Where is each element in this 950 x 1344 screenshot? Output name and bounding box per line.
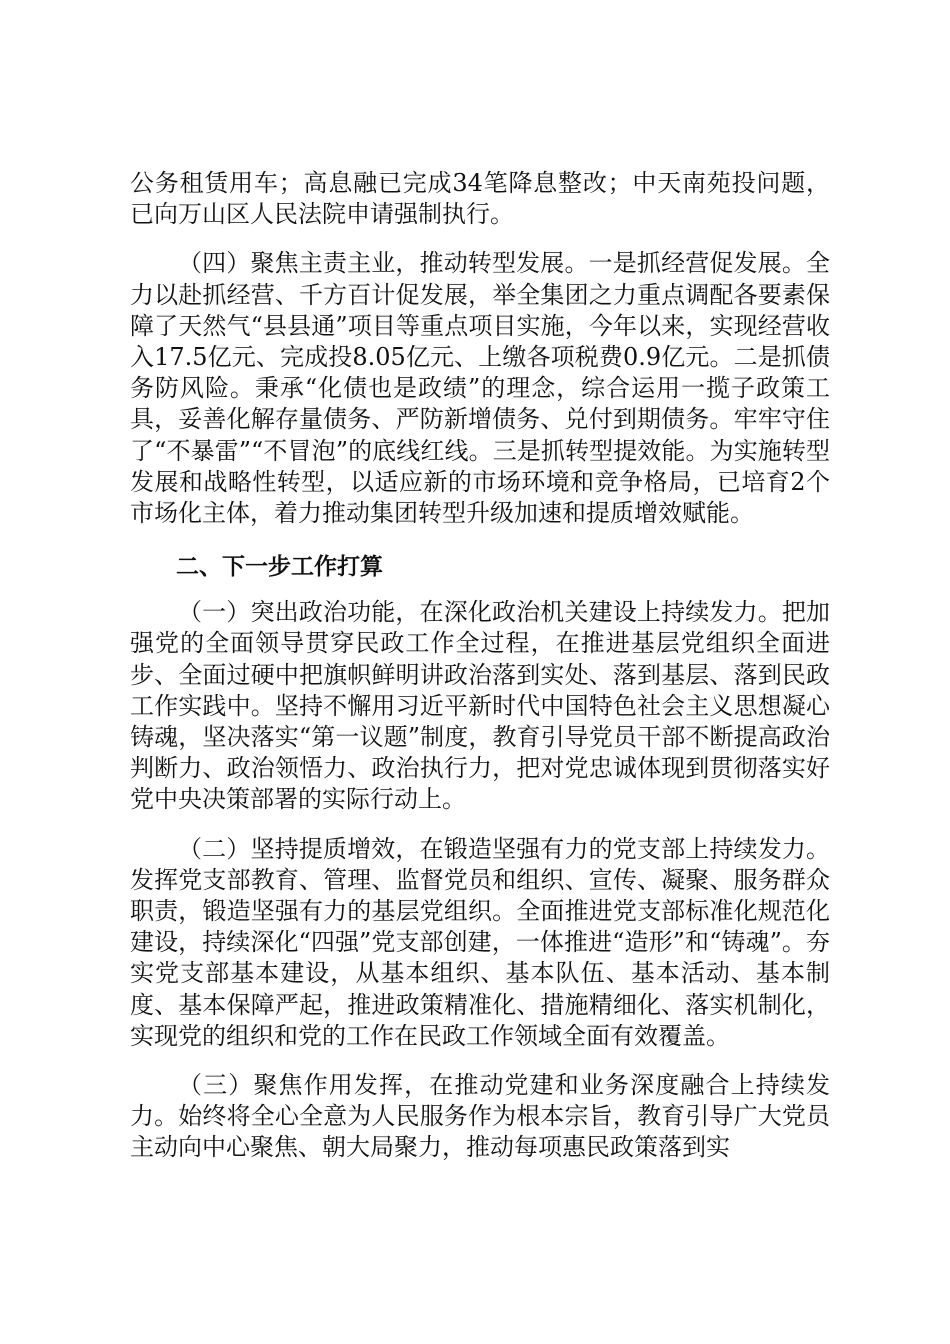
paragraph-item-two: （二）坚持提质增效，在锻造坚强有力的党支部上持续发力。发挥党支部教育、管理、监督党员和组织、宣传、凝聚、服务群众职责，锻造坚强有力的基层党组织。全面推进党支部标准化规范化建设，持续深化“四强”党支部创建，一体推进“造形”和“铸魂”。夯实党支部基本建设，从基本组织、基本队伍、基本活动、基本制度、基本保障严起，推进政策精准化、措施精细化、落实机制化，实现党的组织和党的工作在民政工作领域全面有效覆盖。 [130, 834, 830, 1050]
paragraph-continuation: 公务租赁用车；高息融已完成34笔降息整改；中天南苑投问题，已向万山区人民法院申请强制执行。 [130, 169, 830, 229]
paragraph-item-one: （一）突出政治功能，在深化政治机关建设上持续发力。把加强党的全面领导贯穿民政工作全过程，在推进基层党组织全面进步、全面过硬中把旗帜鲜明讲政治落到实处、落到基层、落到民政工作实践中。坚持不懈用习近平新时代中国特色社会主义思想凝心铸魂，坚决落实“第一议题”制度，教育引导党员干部不断提高政治判断力、政治领悟力、政治执行力，把对党忠诚体现到贯彻落实好党中央决策部署的实际行动上。 [130, 598, 830, 814]
section-heading-next-steps: 二、下一步工作打算 [176, 554, 383, 581]
paragraph-section-four: （四）聚焦主责主业，推动转型发展。一是抓经营促发展。全力以赴抓经营、千方百计促发展，举全集团之力重点调配各要素保障了天然气“县县通”项目等重点项目实施，今年以来，实现经营收入17.5亿元、完成投8.05亿元、上缴各项税费0.9亿元。二是抓债务防风险。秉承“化债也是政绩”的理念，综合运用一揽子政策工具，妥善化解存量债务、严防新增债务、兑付到期债务。牢牢守住了“不暴雷”“不冒泡”的底线红线。三是抓转型提效能。为实施转型发展和战略性转型，以适应新的市场环境和竞争格局，已培育2个市场化主体，着力推动集团转型升级加速和提质增效赋能。 [130, 249, 830, 528]
paragraph-item-three: （三）聚焦作用发挥，在推动党建和业务深度融合上持续发力。始终将全心全意为人民服务作为根本宗旨，教育引导广大党员主动向中心聚焦、朝大局聚力，推动每项惠民政策落到实 [130, 1071, 830, 1162]
document-body [130, 168, 830, 1164]
